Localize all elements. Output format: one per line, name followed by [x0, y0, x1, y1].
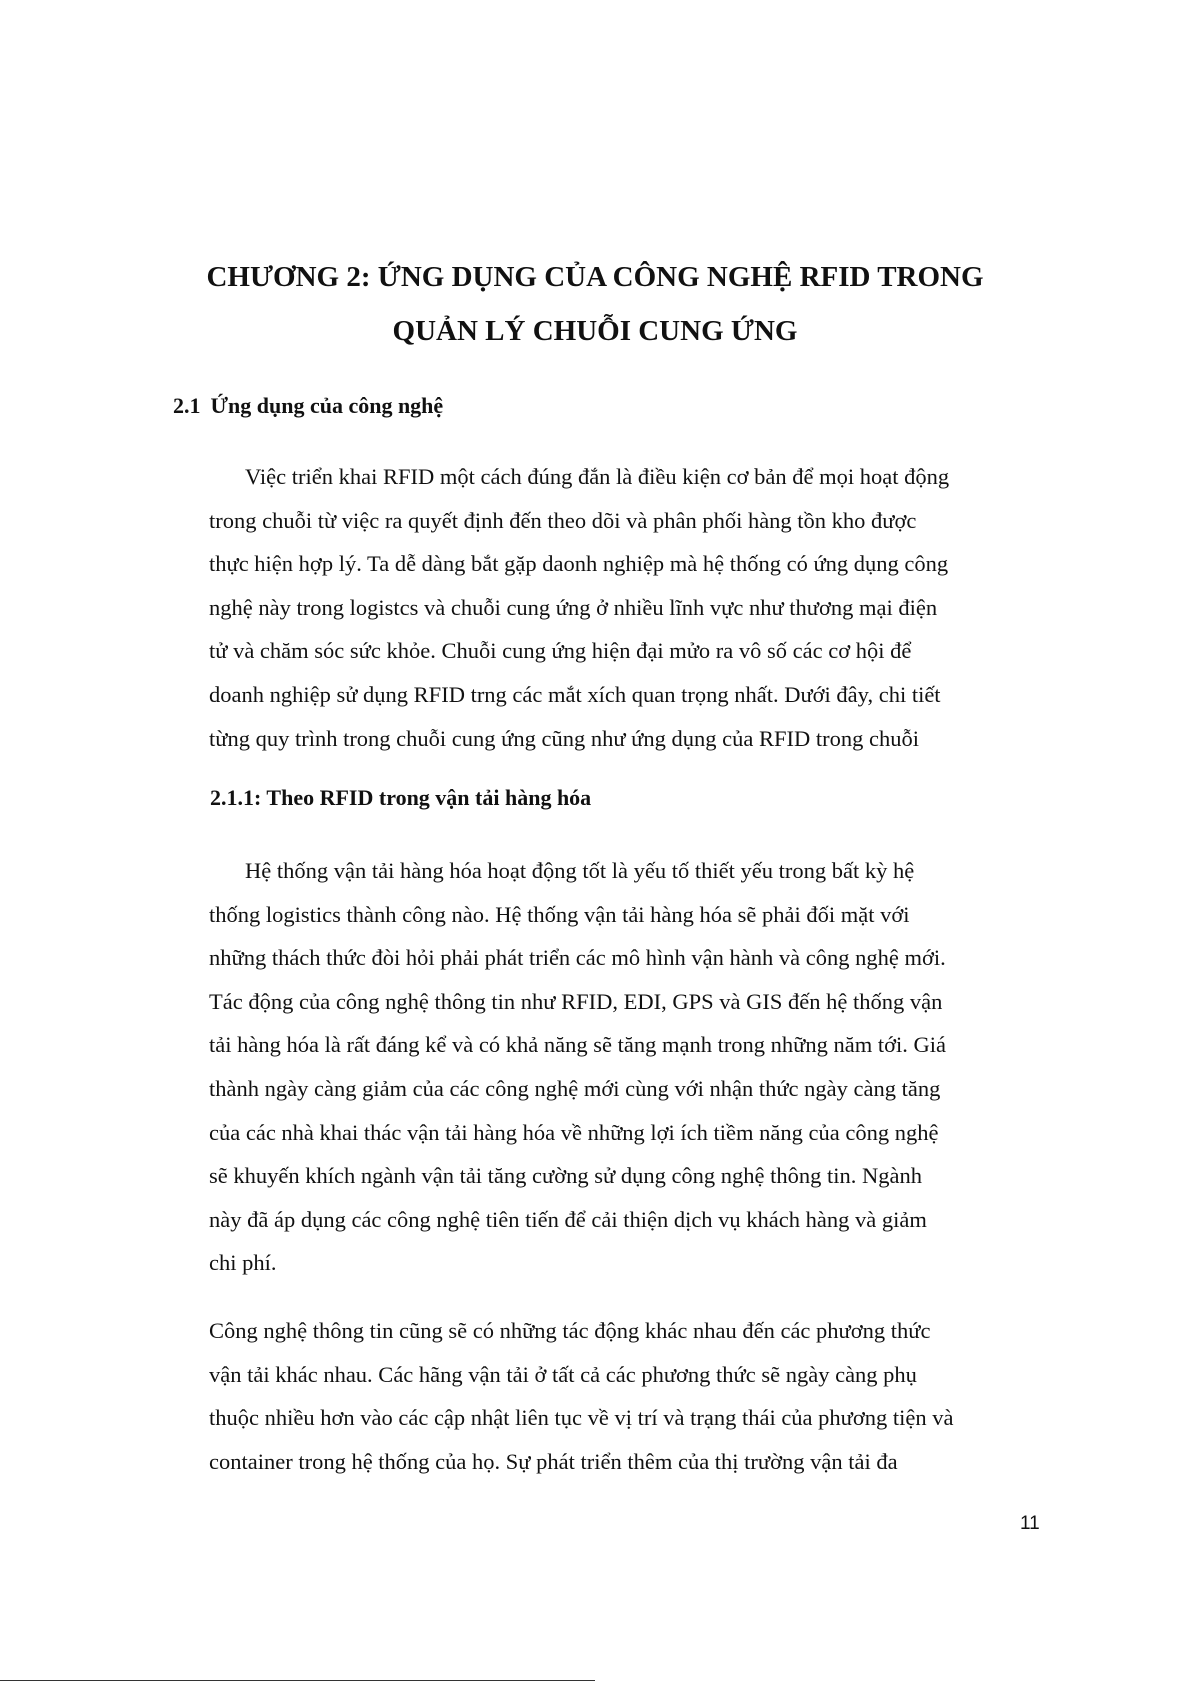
paragraph-line: những thách thức đòi hỏi phải phát triển các mô hình vận hành và công nghệ mới.	[209, 945, 946, 971]
section-heading	[173, 393, 443, 419]
chapter-title-line-1: CHƯƠNG 2: ỨNG DỤNG CỦA CÔNG NGHỆ RFID TRONG	[206, 261, 984, 293]
paragraph-line: trong chuỗi từ việc ra quyết định đến theo dõi và phân phối hàng tồn kho được	[209, 507, 917, 533]
page-number: 11	[1020, 1513, 1040, 1534]
paragraph-line: của các nhà khai thác vận tải hàng hóa về những lợi ích tiềm năng của công nghệ	[209, 1119, 939, 1145]
paragraph-line: sẽ khuyến khích ngành vận tải tăng cường sử dụng công nghệ thông tin. Ngành	[209, 1163, 923, 1189]
footnote-divider	[0, 1680, 595, 1681]
subsection-heading: 2.1.1: Theo RFID trong vận tải hàng hóa	[210, 785, 592, 810]
chapter-title-line-2: QUẢN LÝ CHUỖI CUNG ỨNG	[392, 315, 798, 347]
paragraph-line: thuộc nhiều hơn vào các cập nhật liên tục về vị trí và trạng thái của phương tiện và	[209, 1405, 954, 1431]
chapter-title	[150, 250, 1040, 358]
paragraph-line: container trong hệ thống của họ. Sự phát triển thêm của thị trường vận tải đa	[209, 1448, 898, 1474]
paragraph-line: vận tải khác nhau. Các hãng vận tải ở tất cả các phương thức sẽ ngày càng phụ	[209, 1361, 917, 1387]
section-title: Ứng dụng của công nghệ	[210, 393, 444, 418]
paragraph-line: thống logistics thành công nào. Hệ thống vận tải hàng hóa sẽ phải đối mặt với	[209, 901, 910, 927]
paragraph-line: doanh nghiệp sử dụng RFID trng các mắt xích quan trọng nhất. Dưới đây, chi tiết	[209, 681, 941, 707]
paragraph-line: từng quy trình trong chuỗi cung ứng cũng như ứng dụng của RFID trong chuỗi	[209, 725, 919, 751]
paragraph-line: Việc triển khai RFID một cách đúng đắn là điều kiện cơ bản để mọi hoạt động	[245, 464, 950, 489]
paragraph-2	[209, 849, 1054, 1285]
paragraph-line: Hệ thống vận tải hàng hóa hoạt động tốt là yếu tố thiết yếu trong bất kỳ hệ	[245, 858, 915, 883]
paragraph-line: nghệ này trong logistcs và chuỗi cung ứng ở nhiều lĩnh vực như thương mại điện	[209, 594, 938, 620]
paragraph-line: tải hàng hóa là rất đáng kể và có khả năng sẽ tăng mạnh trong những năm tới. Giá	[209, 1032, 947, 1058]
paragraph-line: Công nghệ thông tin cũng sẽ có những tác động khác nhau đến các phương thức	[209, 1318, 931, 1343]
paragraph-line: thực hiện hợp lý. Ta dễ dàng bắt gặp daonh nghiệp mà hệ thống có ứng dụng công	[209, 551, 949, 577]
paragraph-line: Tác động của công nghệ thông tin như RFID, EDI, GPS và GIS đến hệ thống vận	[209, 988, 943, 1014]
section-number: 2.1	[173, 393, 201, 418]
paragraph-line: này đã áp dụng các công nghệ tiên tiến để cải thiện dịch vụ khách hàng và giảm	[209, 1206, 927, 1232]
paragraph-line: tử và chăm sóc sức khỏe. Chuỗi cung ứng hiện đại mửo ra vô số các cơ hội để	[209, 638, 912, 664]
paragraph-1	[209, 455, 1054, 760]
paragraph-line: thành ngày càng giảm của các công nghệ mới cùng với nhận thức ngày càng tăng	[209, 1075, 941, 1101]
paragraph-line: chi phí.	[209, 1250, 277, 1276]
paragraph-3	[209, 1309, 1054, 1483]
